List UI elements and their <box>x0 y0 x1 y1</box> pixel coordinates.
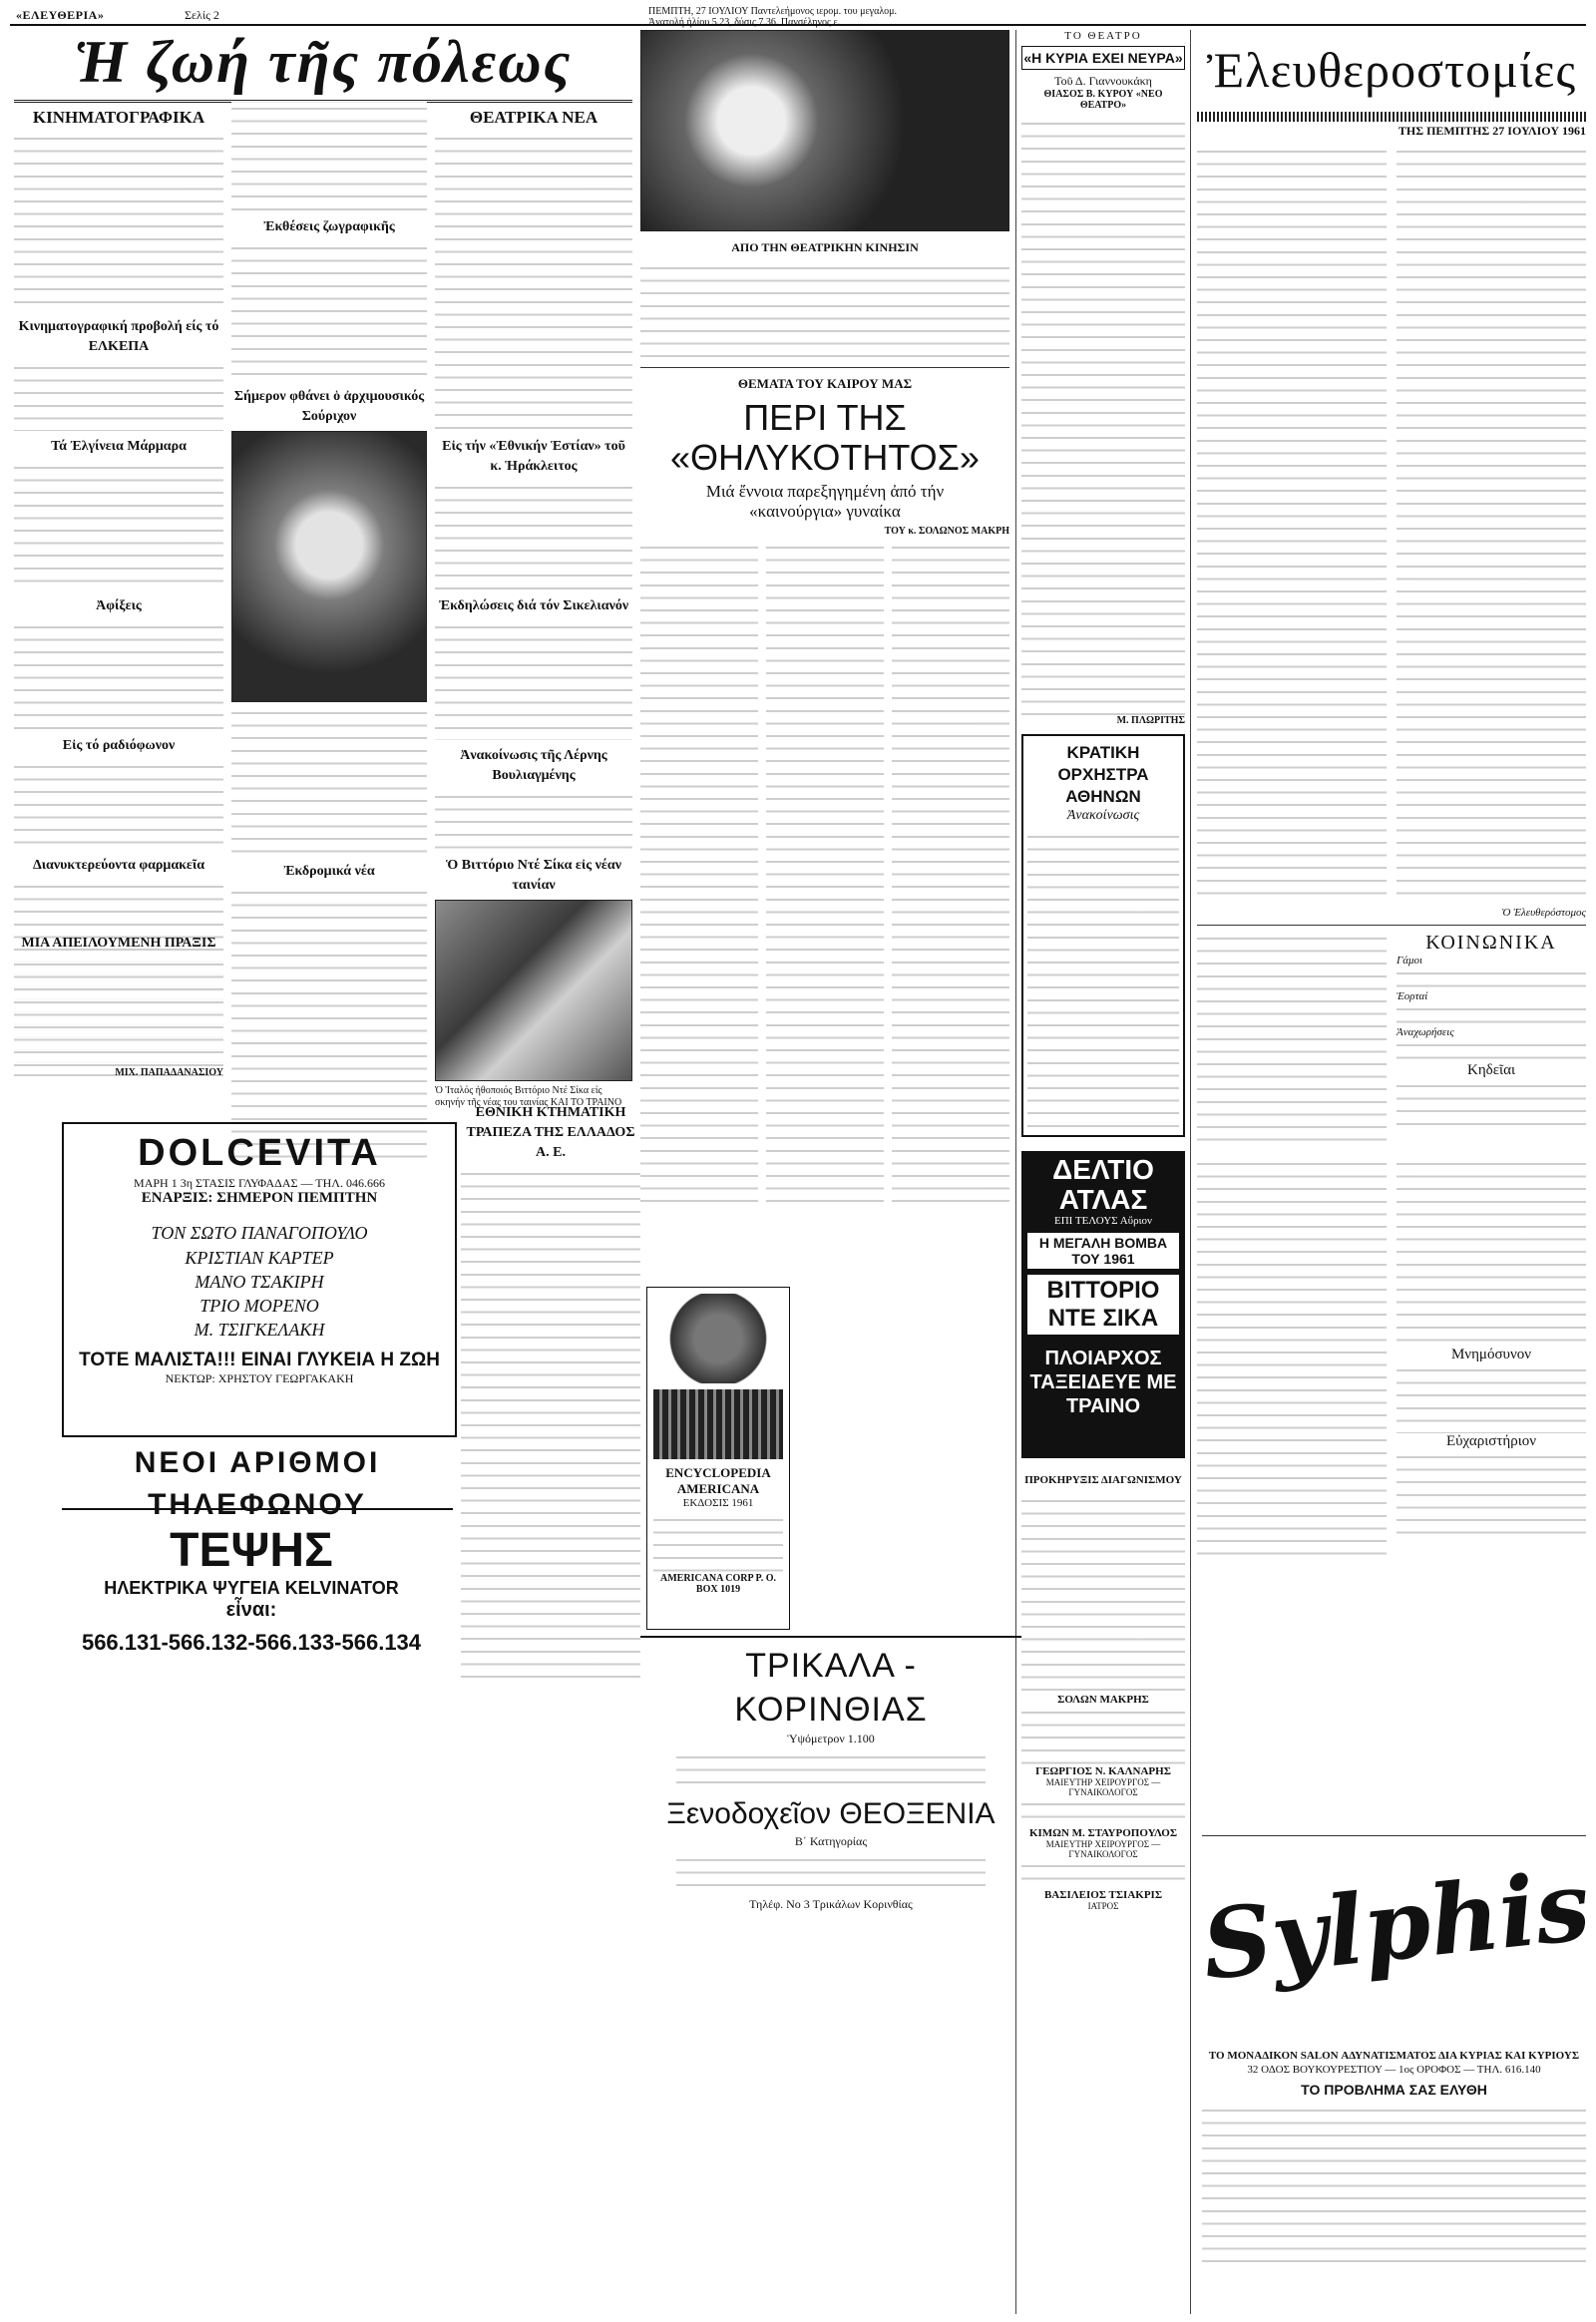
section-heading: Διανυκτερεύοντα φαρμακεῖα <box>32 858 205 873</box>
subhead: Μιά ἔννοια παρεξηγημένη ἀπό τήν «καινούργια» γυναίκα <box>705 482 945 521</box>
doctor-text <box>1021 1797 1185 1827</box>
article-columns <box>640 541 1009 1209</box>
orchestra-text <box>1027 830 1179 1129</box>
column-rule <box>1015 30 1016 2314</box>
byline: ΤΟΥ κ. ΣΟΛΩΝΟΣ ΜΑΚΡΗ <box>884 526 1009 537</box>
section-heading: ΘΕΑΤΡΙΚΑ ΝΕΑ <box>469 108 598 127</box>
social-text <box>1396 1079 1586 1129</box>
article-text <box>435 481 632 590</box>
dolcevita-ad <box>62 1122 457 1437</box>
ad-title: DOLCEVITA <box>138 1132 381 1174</box>
caption-text <box>640 261 1009 361</box>
orchestra-sub: Ἀνακοίνωσις <box>1066 808 1140 823</box>
doctor-title: ΜΑΙΕΥΤΗΡ ΧΕΙΡΟΥΡΓΟΣ — ΓΥΝΑΙΚΟΛΟΓΟΣ <box>1045 1839 1161 1859</box>
section-heading: Ἐκδηλώσεις διά τόν Σικελιανόν <box>438 598 629 613</box>
section-heading: Σήμερον φθάνει ὁ ἀρχιμουσικός Σούριχον <box>233 389 425 424</box>
social-text <box>1396 967 1586 990</box>
article-text <box>14 132 223 311</box>
section-heading: Τά Ἐλγίνεια Μάρμαρα <box>51 439 187 454</box>
social-title: ΚΟΙΝΩΝΙΚΑ <box>1425 932 1557 954</box>
section-heading: Ἐκδρομικά νέα <box>283 864 375 879</box>
article-text <box>435 620 632 740</box>
divider <box>640 367 1009 368</box>
col1-lower <box>14 928 223 1097</box>
ad-line: ΚΡΙΣΤΙΑΝ ΚΑΡΤΕΡ <box>185 1248 334 1268</box>
col1 <box>14 102 223 920</box>
globe-image <box>653 1294 783 1383</box>
section-heading: Εἰς τό ραδιόφωνον <box>62 738 176 753</box>
doctor-text <box>1021 1706 1185 1765</box>
ad-slogan: ΤΟΤΕ ΜΑΛΙΣΤΑ!!! ΕΙΝΑΙ ΓΛΥΚΕΙΑ Η ΖΩΗ <box>79 1350 440 1370</box>
ad-text: εἶναι: <box>225 1599 277 1621</box>
bank-title: ΕΘΝΙΚΗ ΚΤΗΜΑΤΙΚΗ ΤΡΑΠΕΖΑ ΤΗΣ ΕΛΛΑΔΟΣ Α. Ε. <box>466 1105 635 1160</box>
ad-footer: Τηλέφ. Νο 3 Τρικάλων Κορινθίας <box>749 1897 913 1911</box>
banner-rule <box>1197 112 1586 122</box>
trikala-ad <box>640 1636 1021 1939</box>
ad-tagline: ΠΛΟΙΑΡΧΟΣ ΤΑΞΕΙΔΕΥΕ ΜΕ ΤΡΑΙΝΟ <box>1029 1348 1177 1417</box>
social-section: Κηδεῖαι <box>1467 1062 1515 1078</box>
social-text <box>1396 1002 1586 1026</box>
author: Τοῦ Δ. Γιαννουκάκη <box>1054 74 1152 88</box>
social-text <box>1396 1363 1586 1433</box>
article-text <box>14 958 223 1067</box>
troupe: ΘΙΑΣΟΣ Β. ΚΥΡΟΥ «ΝΕΟ ΘΕΑΤΡΟ» <box>1043 89 1163 111</box>
headline: «Η ΚΥΡΙΑ ΕΧΕΙ ΝΕΥΡΑ» <box>1021 46 1185 70</box>
divider <box>1197 925 1586 926</box>
ad-bomb: Η ΜΕΓΑΛΗ ΒΟΜΒΑ ΤΟΥ 1961 <box>1027 1233 1179 1269</box>
phone-numbers: 566.131-566.132-566.133-566.134 <box>81 1630 422 1655</box>
ad-sub: ΕΠΙ ΤΕΛΟΥΣ Αὔριον <box>1053 1215 1153 1227</box>
article-text <box>231 102 427 211</box>
column-text <box>1197 1157 1387 1556</box>
social-text <box>1396 1157 1586 1347</box>
books-image <box>653 1389 783 1459</box>
theatre-photo <box>640 30 1009 231</box>
article-text <box>435 132 632 431</box>
article-text <box>14 620 223 730</box>
column-date: ΤΗΣ ΠΕΜΠΤΗΣ 27 ΙΟΥΛΙΟΥ 1961 <box>1397 124 1586 138</box>
ad-text <box>653 1513 783 1573</box>
ad-title: ΝΕΟΙ ΑΡΙΘΜΟΙ ΤΗΛΕΦΩΝΟΥ <box>134 1446 381 1521</box>
encyclopedia-ad <box>646 1287 790 1630</box>
section-heading: ΚΙΝΗΜΑΤΟΓΡΑΦΙΚΑ <box>32 108 205 127</box>
contests-text <box>1021 1494 1185 1694</box>
ad-line: Β΄ Κατηγορίας <box>794 1834 868 1848</box>
byline: ΜΙΧ. ΠΑΠΑΔΑΝΑΣΙΟΥ <box>115 1067 223 1078</box>
col2 <box>231 102 427 1099</box>
masthead <box>10 6 1586 26</box>
hotel-name: Ξενοδοχεῖον ΘΕΟΞΕΝΙΑ <box>666 1797 996 1830</box>
de-sica-photo <box>435 900 632 1081</box>
signoff: Ὁ Ἐλευθερόστομος <box>1501 907 1586 919</box>
ad-title: ΤΡΙΚΑΛΑ - ΚΟΡΙΝΘΙΑΣ <box>734 1647 928 1729</box>
column-text <box>1197 932 1387 1151</box>
conductor-photo <box>231 431 427 702</box>
article-text <box>231 706 427 856</box>
review-text <box>1021 117 1185 715</box>
column-rule <box>1190 30 1191 2314</box>
section-heading: Ὁ Βιττόριο Ντέ Σίκα εἰς νέαν ταινίαν <box>446 858 621 893</box>
date-line-1: ΠΕΜΠΤΗ, 27 ΙΟΥΛΙΟΥ Παντελεήμονος ιερομ. του μεγαλομ. <box>648 6 898 17</box>
article-text <box>435 790 632 850</box>
column-banner: Ἐλευθεροστομίες <box>1206 42 1577 98</box>
ad-line: ΜΑΝΟ ΤΣΑΚΙΡΗ <box>195 1272 324 1292</box>
social-section: Γάμοι <box>1396 955 1423 967</box>
article-text <box>14 760 223 850</box>
column-text <box>1197 145 1586 903</box>
article-text <box>892 541 1009 1209</box>
deltio-ad <box>1021 1151 1185 1458</box>
ad-contact: AMERICANA CORP P. O. BOX 1019 <box>659 1573 777 1595</box>
notice-text <box>461 1167 640 1686</box>
ad-line: ΤΟ ΜΟΝΑΔΙΚΟΝ SALON ΑΔΥΝΑΤΙΣΜΑΤΟΣ ΔΙΑ ΚΥΡΙΑΣ ΚΑΙ ΚΥΡΙΟΥΣ <box>1208 2050 1580 2062</box>
phones-title-box <box>62 1436 453 1521</box>
photo-caption: ΑΠΟ ΤΗΝ ΘΕΑΤΡΙΚΗΝ ΚΙΝΗΣΙΝ <box>731 240 919 254</box>
ad-sub: ΗΛΕΚΤΡΙΚΑ ΨΥΓΕΙΑ KELVINATOR <box>104 1578 399 1598</box>
article-text <box>14 461 223 590</box>
social-section: Ἀναχωρήσεις <box>1396 1026 1454 1038</box>
col3 <box>435 102 632 1108</box>
doctor-text <box>1021 1859 1185 1889</box>
doctor-title: ΜΑΙΕΥΤΗΡ ΧΕΙΡΟΥΡΓΟΣ — ΓΥΝΑΙΚΟΛΟΓΟΣ <box>1045 1777 1161 1797</box>
ad-brand: ΤΕΨΗΣ <box>170 1524 333 1577</box>
social-block <box>1396 932 1586 1151</box>
kicker: ΤΟ ΘΕΑΤΡΟ <box>1064 30 1142 42</box>
social-row <box>1197 1157 1586 1556</box>
ad-line: ΕΝΑΡΞΙΣ: ΣΗΜΕΡΟΝ ΠΕΜΠΤΗΝ <box>141 1190 378 1206</box>
ad-line: ΤΟ ΠΡΟΒΛΗΜΑ ΣΑΣ ΕΛΥΘΗ <box>1301 2082 1487 2098</box>
section-heading: Ἀνακοίνωσις τῆς Λέρνης Βουλιαγμένης <box>460 748 607 783</box>
kicker: ΘΕΜΑΤΑ ΤΟΥ ΚΑΙΡΟΥ ΜΑΣ <box>737 376 913 391</box>
ad-line: Μ. ΤΣΙΓΚΕΛΑΚΗ <box>194 1320 325 1340</box>
social-block <box>1396 1157 1586 1556</box>
section-heading: ΜΙΑ ΑΠΕΙΛΟΥΜΕΝΗ ΠΡΑΞΙΣ <box>21 936 216 951</box>
date-line-2: Ἀνατολή ἡλίου 5.23, δύσις 7.36. Πανσέληνος ε. <box>648 17 841 28</box>
ad-edition: ΕΚΔΟΣΙΣ 1961 <box>682 1497 754 1509</box>
article-text <box>766 541 884 1209</box>
article-text <box>640 541 758 1209</box>
photo-caption: Ὁ Ἰταλός ἠθοποιός Βιττόριο Ντέ Σίκα εἰς σκηνήν τῆς νέας του ταινίας ΚΑΙ ΤΟ ΤΡΑΙΝΟ <box>435 1085 622 1108</box>
ad-line: ΜΑΡΗ 1 3η ΣΤΑΣΙΣ ΓΛΥΦΑΔΑΣ — ΤΗΛ. 046.666 <box>134 1176 385 1190</box>
ad-title: ENCYCLOPEDIA AMERICANA <box>665 1465 771 1496</box>
logo-area <box>1197 1848 1595 2046</box>
social-section: Μνημόσυνον <box>1450 1347 1532 1362</box>
doctor-name: ΓΕΩΡΓΙΟΣ Ν. ΚΑΛΝΑΡΗΣ <box>1035 1765 1171 1777</box>
headline: ΠΕΡΙ ΤΗΣ «ΘΗΛΥΚΟΤΗΤΟΣ» <box>670 397 980 478</box>
orchestra-box <box>1021 734 1185 1137</box>
col4 <box>640 30 1009 2314</box>
ad-text <box>1202 2104 1586 2263</box>
byline: Μ. ΠΛΩΡΙΤΗΣ <box>1116 715 1185 726</box>
col5 <box>1021 30 1185 2314</box>
ad-line: Ὑψόμετρον 1.100 <box>787 1732 875 1745</box>
section-heading: Ἀφίξεις <box>96 598 142 613</box>
ad-line: 32 ΟΔΟΣ ΒΟΥΚΟΥΡΕΣΤΙΟΥ — 1ος ΟΡΟΦΟΣ — ΤΗΛ. 616.140 <box>1247 2064 1541 2076</box>
contests-title: ΠΡΟΚΗΡΥΞΙΣ ΔΙΑΓΩΝΙΣΜΟΥ <box>1024 1474 1182 1486</box>
city-life-banner: Ἡ ζωή τῆς πόλεως <box>74 29 573 95</box>
bank-notice <box>461 1097 640 1676</box>
doctor-title: ΙΑΤΡΟΣ <box>1087 1901 1119 1911</box>
ad-footer: ΝΕΚΤΩΡ: ΧΡΗΣΤΟΥ ΓΕΩΡΓΑΚΑΚΗ <box>165 1371 354 1385</box>
section-heading: Εἰς τήν «Ἐθνικήν Ἑστίαν» τοῦ κ. Ἡράκλειτος <box>442 439 625 474</box>
article-text <box>14 361 223 431</box>
masthead-rule <box>10 24 1586 26</box>
sylphis-ad <box>1197 1835 1595 2305</box>
section-heading: Κινηματογραφική προβολή είς τό ΕΛΚΕΠΑ <box>18 319 219 354</box>
doctor-name: ΚΙΜΩΝ Μ. ΣΤΑΥΡΟΠΟΥΛΟΣ <box>1028 1827 1178 1839</box>
section-heading: Ἐκθέσεις ζωγραφικῆς <box>263 219 395 234</box>
social-text <box>1396 1038 1586 1062</box>
ad-text <box>676 1853 986 1893</box>
column-text-right <box>1396 145 1586 903</box>
ad-film: ΒΙΤΤΟΡΙΟ ΝΤΕ ΣΙΚΑ <box>1027 1275 1179 1335</box>
doctor-name: ΣΟΛΩΝ ΜΑΚΡΗΣ <box>1057 1694 1149 1706</box>
article-text <box>231 241 427 381</box>
tepsis-ad <box>62 1506 441 1676</box>
social-section: Ἑορταί <box>1396 990 1428 1002</box>
column-text-left <box>1197 145 1387 903</box>
social-text <box>1396 1450 1586 1540</box>
newspaper-name: «ΕΛΕΥΘΕΡΙΑ» <box>16 8 105 22</box>
ad-line: ΤΡΙΟ ΜΟΡΕΝΟ <box>200 1296 319 1316</box>
social-row <box>1197 932 1586 1151</box>
doctor-name: ΒΑΣΙΛΕΙΟΣ ΤΣΙΑΚΡΙΣ <box>1043 1889 1163 1901</box>
orchestra-title: ΚΡΑΤΙΚΗ ΟΡΧΗΣΤΡΑ ΑΘΗΝΩΝ <box>1057 743 1149 806</box>
page-number: Σελίς 2 <box>185 8 219 22</box>
sylphis-logo: Sylphis <box>1197 1848 1595 2002</box>
ad-text <box>676 1750 986 1790</box>
ad-title: ΔΕΛΤΙΟ ΑΤΛΑΣ <box>1052 1154 1154 1215</box>
ad-line: ΤΟΝ ΣΩΤΟ ΠΑΝΑΓΟΠΟΥΛΟ <box>151 1223 368 1243</box>
social-section: Εὐχαριστήριον <box>1445 1433 1537 1449</box>
